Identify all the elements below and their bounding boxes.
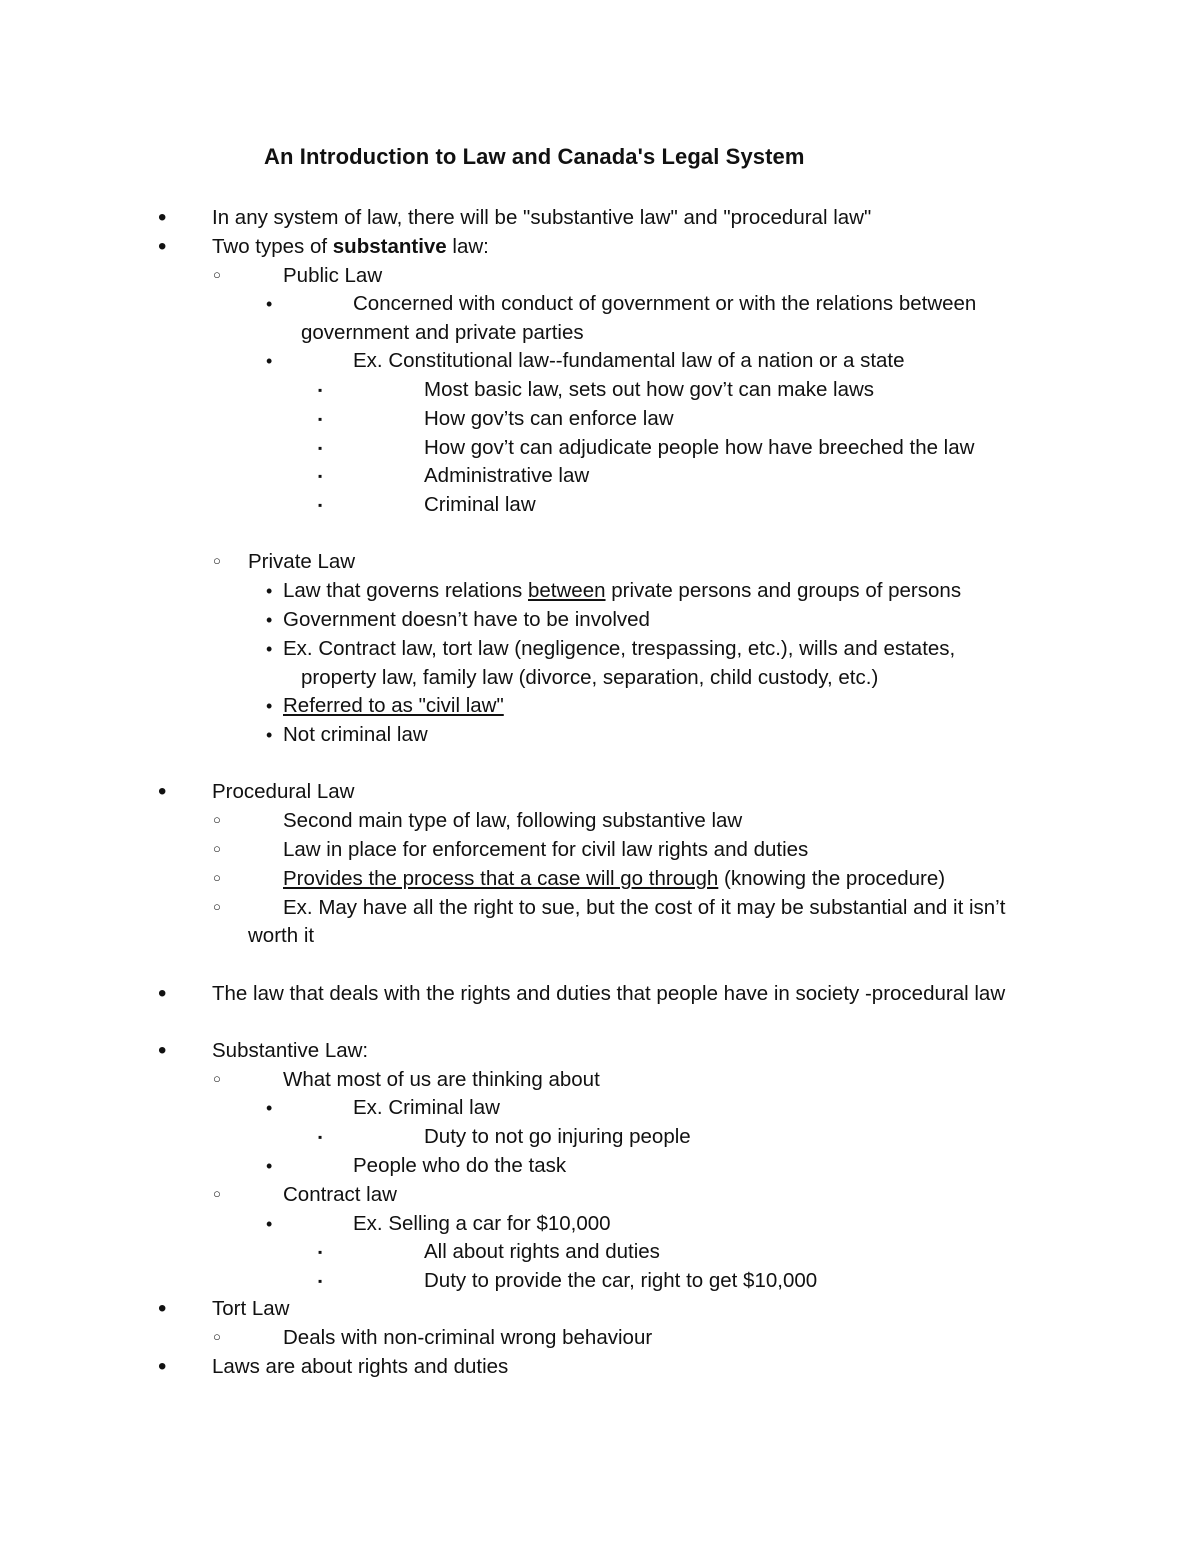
list-item: Concerned with conduct of government or with the relations between — [353, 292, 977, 315]
list-item: People who do the task — [353, 1154, 567, 1177]
bullet-icon — [158, 1295, 166, 1324]
list-item: Ex. Criminal law — [353, 1096, 500, 1119]
list-item: Government doesn’t have to be involved — [283, 608, 650, 631]
list-item — [283, 577, 961, 605]
bullet-icon — [266, 1152, 272, 1180]
list-item: Public Law — [283, 264, 383, 287]
list-item: Not criminal law — [283, 723, 428, 746]
circle-bullet-icon — [213, 807, 221, 837]
underlined-text: Provides the process that a case will go through — [283, 867, 719, 890]
text: law: — [446, 235, 489, 258]
list-item: Tort Law — [212, 1297, 290, 1320]
square-bullet-icon — [318, 462, 322, 492]
list-item: Laws are about rights and duties — [212, 1355, 509, 1378]
square-bullet-icon — [318, 1238, 322, 1268]
list-item: Criminal law — [424, 493, 536, 516]
bullet-icon — [266, 1094, 272, 1122]
list-item: What most of us are thinking about — [283, 1068, 600, 1091]
list-item: Procedural Law — [212, 780, 355, 803]
list-item — [212, 233, 489, 261]
list-item — [283, 692, 504, 720]
underlined-text: Referred to as "civil law" — [283, 694, 504, 717]
circle-bullet-icon — [213, 1066, 221, 1096]
square-bullet-icon — [318, 1267, 322, 1297]
circle-bullet-icon — [213, 548, 221, 578]
bullet-icon — [158, 1353, 166, 1382]
bullet-icon — [158, 233, 166, 262]
text: Two types of — [212, 235, 333, 258]
list-item: Ex. May have all the right to sue, but the cost of it may be substantial and it isn’t — [283, 896, 1006, 919]
bullet-icon — [266, 721, 272, 749]
circle-bullet-icon — [213, 894, 221, 924]
bullet-icon — [266, 635, 272, 663]
title-text: An Introduction to Law and Canada's Legal System — [264, 144, 805, 169]
list-item: Duty to not go injuring people — [424, 1125, 691, 1148]
square-bullet-icon — [318, 434, 322, 464]
list-item: Administrative law — [424, 464, 590, 487]
bullet-icon — [266, 290, 272, 318]
list-item — [283, 865, 945, 893]
square-bullet-icon — [318, 491, 322, 521]
text: Law that governs relations — [283, 579, 528, 602]
list-item: Most basic law, sets out how gov’t can make laws — [424, 378, 875, 401]
square-bullet-icon — [318, 405, 322, 435]
list-item: Substantive Law: — [212, 1039, 369, 1062]
circle-bullet-icon — [213, 262, 221, 292]
bullet-icon — [158, 204, 166, 233]
bullet-icon — [266, 1210, 272, 1238]
bullet-icon — [158, 1037, 166, 1066]
list-item-continuation: government and private parties — [301, 321, 584, 344]
list-item: Ex. Selling a car for $10,000 — [353, 1212, 611, 1235]
list-item-continuation: property law, family law (divorce, separation, child custody, etc.) — [301, 666, 879, 689]
square-bullet-icon — [318, 376, 322, 406]
list-item: Law in place for enforcement for civil law rights and duties — [283, 838, 809, 861]
circle-bullet-icon — [213, 865, 221, 895]
bullet-icon — [266, 606, 272, 634]
list-item: Ex. Constitutional law--fundamental law of a nation or a state — [353, 349, 905, 372]
circle-bullet-icon — [213, 1181, 221, 1211]
list-item: Ex. Contract law, tort law (negligence, trespassing, etc.), wills and estates, — [283, 637, 956, 660]
list-item: How gov’ts can enforce law — [424, 407, 674, 430]
list-item: Second main type of law, following substantive law — [283, 809, 743, 832]
square-bullet-icon — [318, 1123, 322, 1153]
underlined-text: between — [528, 579, 606, 602]
circle-bullet-icon — [213, 1324, 221, 1354]
list-item: Contract law — [283, 1183, 397, 1206]
bold-text: substantive — [332, 235, 447, 258]
text: (knowing the procedure) — [718, 867, 946, 890]
list-item: In any system of law, there will be "substantive law" and "procedural law" — [212, 206, 872, 229]
bullet-icon — [266, 347, 272, 375]
list-item: Duty to provide the car, right to get $10,000 — [424, 1269, 818, 1292]
list-item: How gov’t can adjudicate people how have breeched the law — [424, 436, 975, 459]
bullet-icon — [266, 692, 272, 720]
list-item: The law that deals with the rights and duties that people have in society -procedural law — [212, 982, 1006, 1005]
circle-bullet-icon — [213, 836, 221, 866]
bullet-icon — [158, 778, 166, 807]
bullet-icon — [158, 980, 166, 1009]
list-item: Deals with non-criminal wrong behaviour — [283, 1326, 653, 1349]
bullet-icon — [266, 577, 272, 605]
text: private persons and groups of persons — [605, 579, 962, 602]
list-item-continuation: worth it — [248, 924, 315, 947]
list-item: Private Law — [248, 550, 356, 573]
list-item: All about rights and duties — [424, 1240, 660, 1263]
